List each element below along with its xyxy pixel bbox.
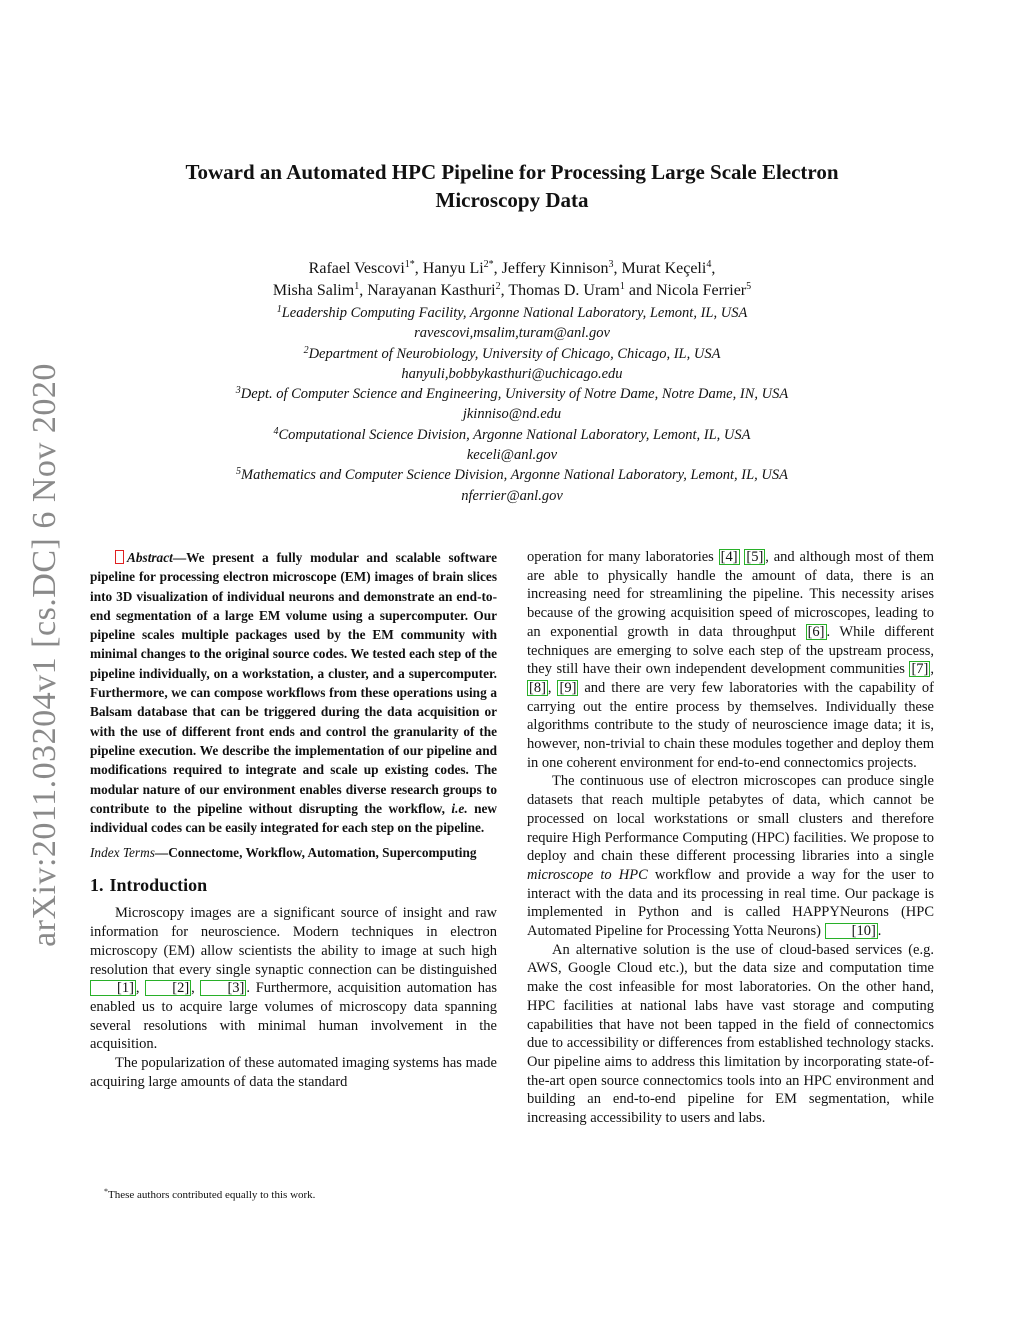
author-affil-mark: 1 <box>619 281 625 292</box>
footnote <box>104 1188 494 1202</box>
affiliation <box>112 344 912 385</box>
abstract-dash: — <box>172 550 187 565</box>
affiliation-email[interactable]: jkinniso@nd.edu <box>462 406 562 423</box>
affiliation-number: 1 <box>276 304 282 315</box>
author-affil-mark: 4 <box>706 259 712 270</box>
author-affil-mark: 3 <box>608 259 614 270</box>
intro-p1-text-end: . Furthermore, acquisition automation has enabled us to acquire large volumes of microscopy data spanning several resolutions with minimal human involvement in the acquisition. <box>90 980 498 1053</box>
abstract-label: Abstract <box>127 550 173 565</box>
intro-p2-cont-text: , and although most of them are able to physically handle the amount of data, there is an increasing need for streamlining the pipeline. This necessity arises because of the growing acquisition speed of microscopes, leading to an exponential growth in data throughput <box>527 549 934 640</box>
intro-p3-text: workflow and provide a way for the user to interact with the data and its processing in real time. Our package is implemented in Python and is called HAPPYNeurons (HPC Automated Pipeline for Processing Yotta Neurons) <box>527 866 934 940</box>
arxiv-identifier-text: arXiv:2011.03204v1 [cs.DC] 6 Nov 2020 <box>26 363 63 947</box>
affiliation-number: 3 <box>235 385 241 397</box>
citation-link[interactable]: [6] <box>807 623 825 640</box>
citation-link[interactable]: [7] <box>911 661 929 678</box>
affiliation <box>112 303 912 344</box>
affiliation-number: 5 <box>236 466 242 478</box>
citation-separator: , <box>135 980 146 997</box>
section-title: Introduction <box>109 875 208 896</box>
affiliation-institution: Department of Neurobiology, University of Chicago, Chicago, IL, USA <box>308 345 721 362</box>
abstract-text-end: new individual codes can be easily integrated for each step on the pipeline. <box>90 800 497 836</box>
intro-p3-emphasis: microscope to HPC <box>527 866 648 883</box>
author-name: Murat Keçeli <box>621 260 707 277</box>
index-terms-dash: — <box>154 845 169 861</box>
abstract <box>90 548 497 837</box>
affiliation-number: 4 <box>273 425 279 437</box>
author-name: Misha Salim <box>272 282 355 299</box>
title-line-1: Toward an Automated HPC Pipeline for Processing Large Scale Electron <box>185 160 839 184</box>
affiliation-email[interactable]: nferrier@anl.gov <box>461 487 563 504</box>
author-affil-mark: 5 <box>746 281 752 292</box>
authors-line-1: Rafael Vescovi$^{1*}$, Hanyu $Li^{2*}$, Jeffery Kinnison$^3$, Murat Keçeli$^4$, <box>308 259 716 277</box>
citation-link[interactable]: [2] <box>145 980 191 996</box>
footnote-mark: * <box>104 1187 108 1196</box>
intro-paragraph-4: An alternative solution is the use of cloud-based services (e.g. AWS, Google Cloud etc.), but the data size and computation time make the cost infeasible for most laboratories. On the other hand, HPC facilities at national labs have vast storage and computing capabilities that have not been tapped in the field of connectomics due to accessibility or differences from established technology stacks. Our pipeline aims to address this limitation by incorporating state-of-the-art open source connectomics tools into an HPC environment and building an end-to-end pipeline for EM segmentation, while increasing accessibility to users and labs. <box>527 941 934 1127</box>
intro-p3-text-end: . <box>877 923 882 940</box>
author-name: Hanyu Li <box>422 260 484 277</box>
title-line-2: Microscopy Data <box>435 188 589 212</box>
hyperlink-anchor-box[interactable] <box>115 550 124 564</box>
affiliation <box>112 384 912 425</box>
citation-link[interactable]: [4] <box>720 549 738 565</box>
author-name: Narayanan Kasthuri <box>367 282 496 299</box>
affiliation-number: 2 <box>303 344 309 356</box>
affiliation-email[interactable]: keceli@anl.gov <box>466 447 558 464</box>
author-affil-mark: 2 <box>495 281 501 292</box>
abstract-text: We present a fully modular and scalable software pipeline for processing electron microscope (EM) images of brain slices into 3D visualization of individual neurons and demonstrate an end-to-end segmentation of a large EM volume using a supercomputer. Our pipeline scales multiple packages used by the EM community with minimal changes to the original source codes. We tested each step of the pipeline individually, on a workstation, a cluster, and a supercomputer. Furthermore, we can compose workflows from these operations using a Balsam database that can be triggered during the data acquisition or with the use of different front ends and control the granularity of the pipeline execution. We describe the implementation of our pipeline and modifications required to integrate and scale up existing codes. The modular nature of our environment enables diverse research groups to contribute to the pipeline without disrupting the workflow, <box>90 550 497 816</box>
citation-link[interactable]: [1] <box>90 980 136 996</box>
author-affil-mark: 1* <box>404 259 415 270</box>
affiliation-institution: Leadership Computing Facility, Argonne National Laboratory, Lemont, IL, USA <box>281 305 748 321</box>
intro-p2-cont-text: and there are very few laboratories with the capability of carrying out the entire process by themselves. Individually these algorithms contribute to the study of neuroscience image data; it is, however, non-trivial to chain these modules together and deploy them in one coherent environment for end-to-end connectomics projects. <box>527 679 934 771</box>
citation-link[interactable]: [10] <box>825 923 878 939</box>
affiliation-institution: Computational Science Division, Argonne National Laboratory, Lemont, IL, USA <box>278 426 751 443</box>
author-list <box>112 258 912 302</box>
citation-link[interactable]: [9] <box>559 679 577 696</box>
intro-p1-text: Microscopy images are a significant source of insight and raw information for neuroscience. Modern techniques in electron microscopy (EM) allow scientists the ability to image at such high resolution that every single synaptic connection can be distinguished <box>90 905 497 978</box>
affiliation-email[interactable]: hanyuli,bobbykasthuri@uchicago.edu <box>401 365 623 382</box>
footnote-text: These authors contributed equally to this work. <box>108 1189 316 1201</box>
intro-p2-cont-text: operation for many laboratories <box>527 549 719 565</box>
abstract-ie: i.e. <box>451 800 468 816</box>
author-affil-mark: 1 <box>354 281 360 292</box>
intro-p3-text: The continuous use of electron microscopes can produce single datasets that reach multiple petabytes of data, which cannot be processed on local workstations or small clusters and therefore require High Performance Computing (HPC) facilities. We propose to deploy and chain these different processing libraries into a single <box>527 773 934 865</box>
index-terms-label: Index Terms <box>90 845 155 861</box>
affiliation-institution: Mathematics and Computer Science Division, Argonne National Laboratory, Lemont, IL, USA <box>241 467 788 484</box>
arxiv-identifier-stamp <box>20 355 70 955</box>
affiliation <box>112 425 912 466</box>
section-heading-introduction <box>90 874 497 896</box>
citation-link[interactable]: [5] <box>746 549 764 565</box>
affiliation-list <box>112 303 912 506</box>
affiliation-email[interactable]: ravescovi,msalim,turam@anl.gov <box>414 325 610 342</box>
intro-paragraph-3 <box>527 772 934 940</box>
intro-paragraph-1 <box>90 904 497 1054</box>
intro-paragraph-2: The popularization of these automated imaging systems has made acquiring large amounts of data the standard <box>90 1055 497 1090</box>
citation-link[interactable]: [8] <box>529 679 546 696</box>
intro-paragraph-2-continued: operation for many laboratories [4] [5] , and although most of them are able to physically handle the amount of data, there is an increasing need for streamlining the pipeline. This necessity arises because of the growing acquisition speed of microscopes, leading to an exponential growth in data throughput [6] . While different techniques are emerging to solve each step of the upstream process, they still have their own independent development communities [7] , [8] , [9] and there are very few laboratories with the capability of carrying out the entire process by themselves. Individually these algorithms contribute to the study of neuroscience image data; it is, however, non-trivial to chain these modules together and deploy them in one coherent environment for end-to-end connectomics projects. <box>527 549 934 771</box>
index-terms-text: Connectome, Workflow, Automation, Supercomputing <box>168 845 477 861</box>
affiliation <box>112 465 912 506</box>
paper-title <box>112 158 912 214</box>
citation-link[interactable]: [3] <box>200 980 246 996</box>
left-column <box>90 548 497 1091</box>
author-name: Rafael Vescovi <box>308 260 405 277</box>
author-name: Jeffery Kinnison <box>501 260 609 277</box>
affiliation-institution: Dept. of Computer Science and Engineering, University of Notre Dame, Notre Dame, IN, USA <box>240 386 789 403</box>
right-column <box>527 548 934 1128</box>
section-number: 1. <box>90 875 104 896</box>
intro-p2-cont-text: . While different techniques are emerging to solve each step of the upstream process, they still have their own independent development communities <box>527 623 934 678</box>
authors-line-2: Misha Salim$^1$, Narayanan Kasthuri$^2$, Thomas D. Uram$^1$ and Nicola Ferrier$^5$ <box>272 281 752 299</box>
author-name: Nicola Ferrier <box>655 282 747 299</box>
citation-separator: , <box>191 980 201 997</box>
author-affil-mark: 2* <box>483 259 494 270</box>
index-terms <box>90 843 497 862</box>
author-name: Thomas D. Uram <box>508 282 620 299</box>
